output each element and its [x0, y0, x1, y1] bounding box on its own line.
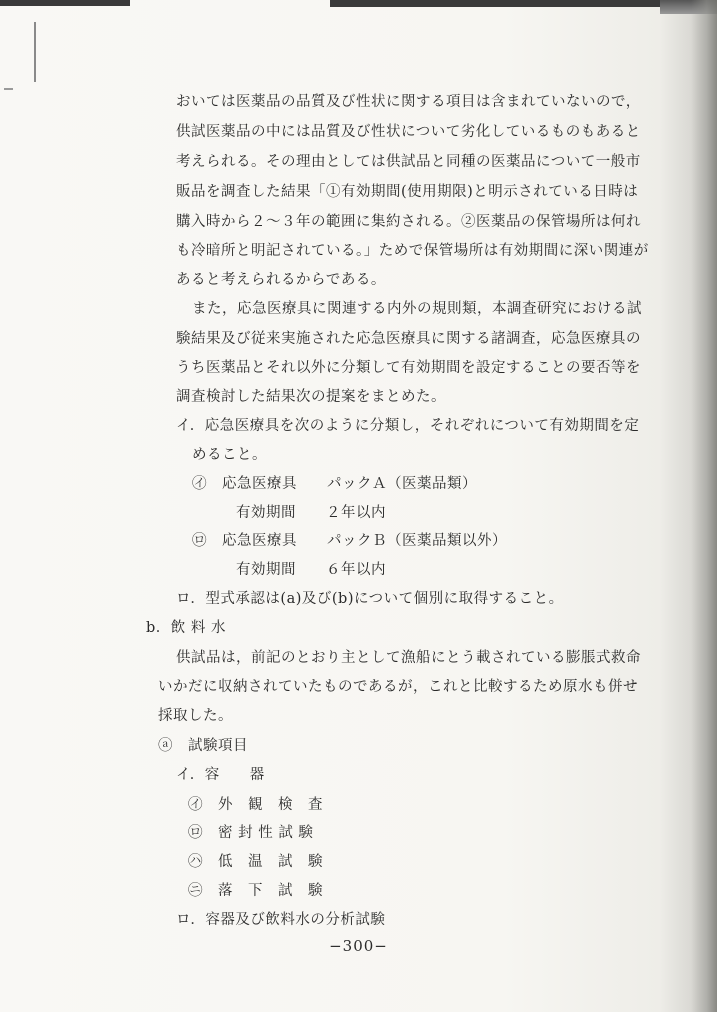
text-line-26: ㋺ 密 封 性 試 験 — [188, 825, 314, 841]
text-line-11: 調査検討した結果次の提案をまとめた。 — [176, 389, 446, 405]
text-line-16: ㋺ 応急医療具 パックＢ（医薬品類以外） — [192, 533, 507, 549]
text-line-15: 有効期間 ２年以内 — [236, 505, 386, 521]
margin-mark — [34, 22, 36, 82]
text-line-14: ㋑ 応急医療具 パックＡ（医薬品類） — [192, 476, 477, 492]
text-line-28: ㋥ 落 下 試 験 — [188, 883, 323, 899]
text-line-5: 購入時から２～３年の範囲に集約される。②医薬品の保管場所は何れ — [176, 214, 641, 230]
text-line-24: イ．容 器 — [176, 767, 265, 783]
text-line-29: ロ．容器及び飲料水の分析試験 — [176, 912, 386, 928]
text-line-22: 採取した。 — [158, 708, 233, 724]
text-line-13: めること。 — [192, 447, 267, 463]
text-line-25: ㋑ 外 観 検 査 — [188, 797, 323, 813]
text-line-10: うち医薬品とそれ以外に分類して有効期間を設定することの要否等を — [176, 360, 641, 376]
text-line-19: b．飲 料 水 — [146, 620, 226, 636]
text-line-8: また，応急医療具に関連する内外の規則類，本調査研究における試 — [192, 301, 642, 317]
margin-mark-small — [4, 88, 13, 90]
scan-edge-top-left — [0, 0, 130, 6]
text-line-18: ロ．型式承認は(a)及び(b)について個別に取得すること。 — [176, 591, 564, 607]
text-line-17: 有効期間 ６年以内 — [236, 562, 386, 578]
binding-shadow — [691, 0, 717, 1012]
text-line-12: イ．応急医療具を次のように分類し，それぞれについて有効期間を定 — [176, 418, 640, 434]
text-line-7: あると考えられるからである。 — [176, 272, 386, 288]
page-number: −300− — [329, 937, 388, 955]
text-line-4: 販品を調査した結果「①有効期間(使用期限)と明示されている日時は — [176, 184, 639, 200]
text-line-27: ㋩ 低 温 試 験 — [188, 854, 323, 870]
text-line-6: も冷暗所と明記されている。」ためで保管場所は有効期間に深い関連が — [176, 243, 649, 259]
text-line-21: いかだに収納されていたものであるが，これと比較するため原水も併せ — [158, 679, 638, 695]
text-line-1: おいては医薬品の品質及び性状に関する項目は含まれていないので， — [176, 94, 641, 110]
text-line-3: 考えられる。その理由としては供試品と同種の医薬品について一般市 — [176, 154, 641, 170]
text-line-2: 供試医薬品の中には品質及び性状について劣化しているものもあると — [176, 124, 641, 140]
scan-edge-top-middle — [330, 0, 660, 7]
text-line-9: 験結果及び従来実施された応急医療具に関する諸調査，応急医療具の — [176, 331, 641, 347]
text-line-20: 供試品は，前記のとおり主として漁船にとう載されている膨脹式救命 — [176, 650, 641, 666]
text-line-23: ⓐ 試験項目 — [158, 738, 248, 754]
